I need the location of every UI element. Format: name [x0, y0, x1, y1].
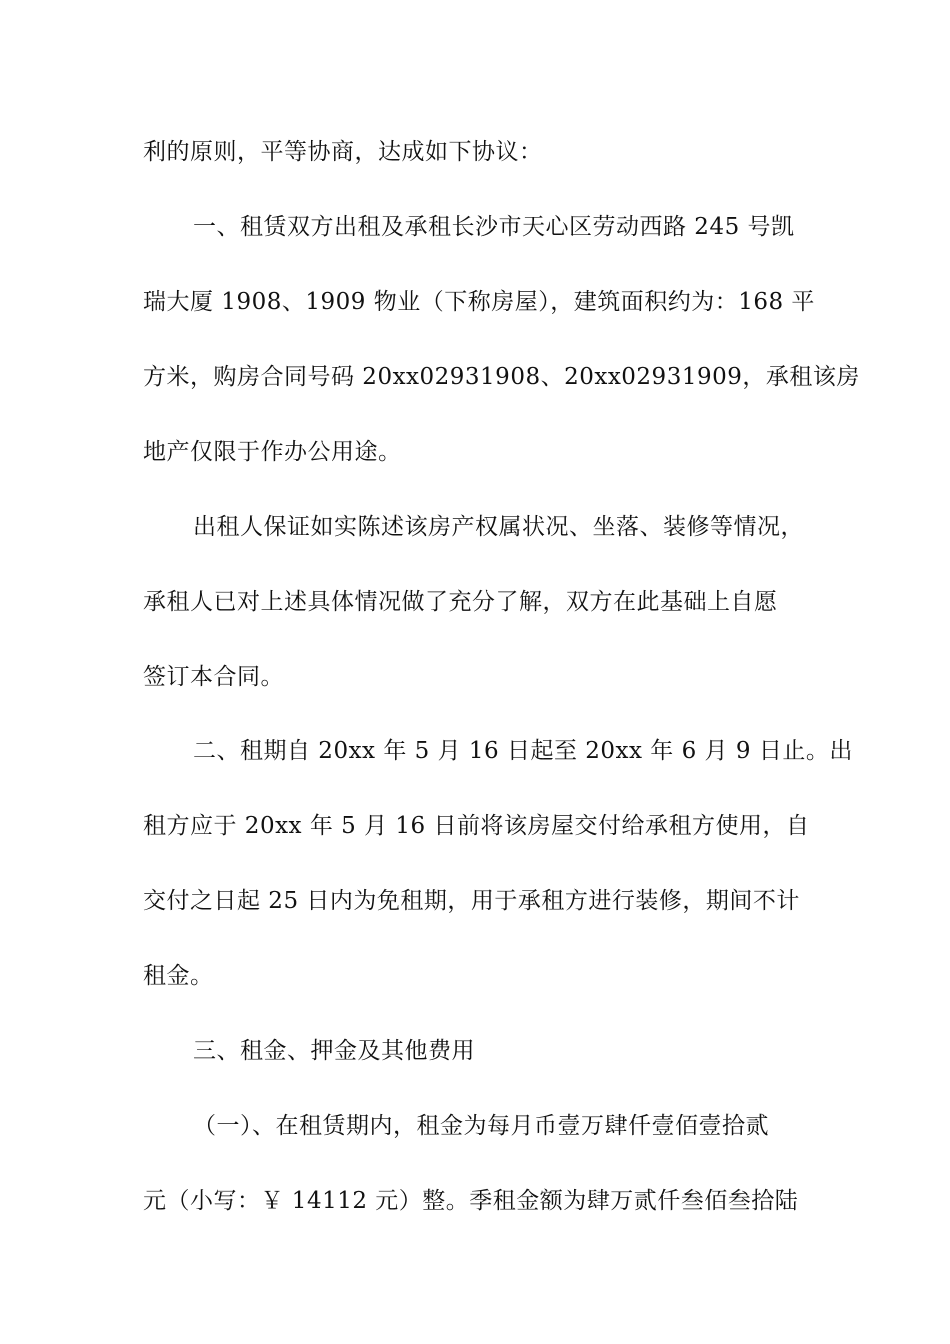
clause-three-heading: 三、租金、押金及其他费用 [193, 1038, 475, 1064]
clause-one-line-4: 地产仅限于作办公用途。 [143, 439, 402, 465]
lessor-guarantee-line-3: 签订本合同。 [143, 664, 284, 690]
clause-one-line-3: 方米，购房合同号码 20xx02931908、20xx02931909，承租该房 [143, 364, 860, 390]
rent-clause-line-1: （一）、在租赁期内，租金为每月币壹万肆仟壹佰壹拾贰 [193, 1113, 769, 1139]
rent-clause-line-2: 元（小写：￥ 14112 元）整。季租金额为肆万贰仟叁佰叁拾陆 [143, 1188, 799, 1214]
clause-one-line-2: 瑞大厦 1908、1909 物业（下称房屋），建筑面积约为：168 平 [143, 289, 815, 315]
clause-two-line-3: 交付之日起 25 日内为免租期，用于承租方进行装修，期间不计 [143, 888, 800, 914]
lessor-guarantee-line-2: 承租人已对上述具体情况做了充分了解，双方在此基础上自愿 [143, 589, 778, 615]
clause-two-line-2: 租方应于 20xx 年 5 月 16 日前将该房屋交付给承租方使用，自 [143, 813, 810, 839]
clause-two-line-1: 二、租期自 20xx 年 5 月 16 日起至 20xx 年 6 月 9 日止。出 [193, 738, 853, 764]
clause-two-line-4: 租金。 [143, 963, 214, 989]
paragraph-line-principle: 利的原则，平等协商，达成如下协议： [143, 139, 543, 165]
clause-one-line-1: 一、租赁双方出租及承租长沙市天心区劳动西路 245 号凯 [193, 214, 795, 240]
lessor-guarantee-line-1: 出租人保证如实陈述该房产权属状况、坐落、装修等情况， [193, 514, 804, 540]
